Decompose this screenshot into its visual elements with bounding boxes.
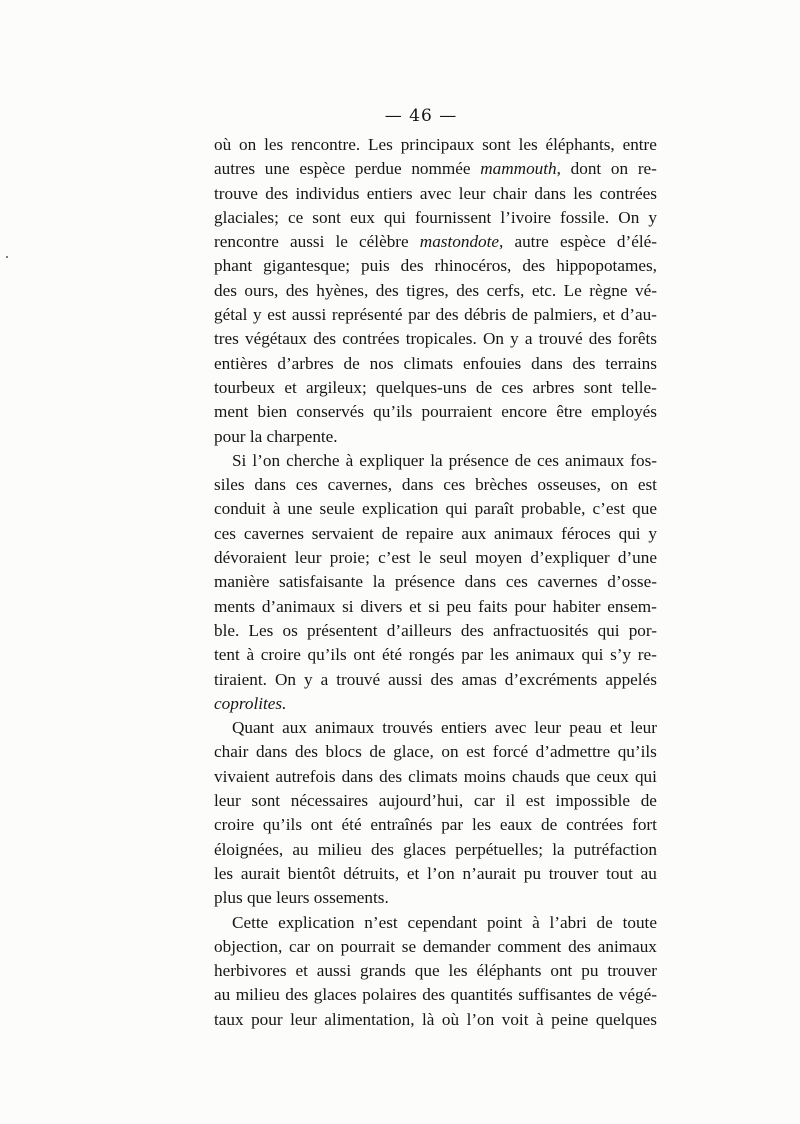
text-line: pour la charpente.	[214, 426, 338, 446]
paragraph	[214, 449, 657, 716]
text-line: les aurait bientôt détruits, et l’on n’aurait pu trouver tout au	[214, 863, 657, 883]
text-line: ble. Les os présentent d’ailleurs des anfractuosités qui por-	[214, 620, 657, 640]
page-number: — 46 —	[384, 106, 458, 126]
text-line: ment bien conservés qu’ils pourraient encore être employés	[214, 402, 657, 422]
text-line: des ours, des hyènes, des tigres, des cerfs, etc. Le règne vé-	[214, 280, 657, 300]
text-line: autres une espèce perdue nommée mammouth, dont on re-	[214, 159, 657, 179]
paragraph	[214, 911, 657, 1032]
text-line: Cette explication n’est cependant point à l’abri de toute	[232, 912, 657, 932]
text-line: objection, car on pourrait se demander comment des animaux	[214, 936, 657, 956]
text-line: rencontre aussi le célèbre mastondote, autre espèce d’élé-	[214, 232, 657, 252]
text-line: tres végétaux des contrées tropicales. On y a trouvé des forêts	[214, 329, 657, 349]
text-line: conduit à une seule explication qui paraît probable, c’est que	[214, 499, 657, 519]
text-line: vivaient autrefois dans des climats moins chauds que ceux qui	[214, 766, 657, 786]
text-line: siles dans ces cavernes, dans ces brèches osseuses, on est	[214, 475, 657, 495]
text-line: taux pour leur alimentation, là où l’on voit à peine quelques	[214, 1009, 657, 1029]
stray-ink-mark	[6, 256, 8, 258]
body-text	[214, 133, 657, 1032]
text-line: phant gigantesque; puis des rhinocéros, des hippopotames,	[214, 256, 657, 276]
text-line: croire qu’ils ont été entraînés par les eaux de contrées fort	[214, 815, 657, 835]
text-line: ments d’animaux si divers et si peu faits pour habiter ensem-	[214, 596, 657, 616]
text-line: tiraient. On y a trouvé aussi des amas d’excréments appelés	[214, 669, 657, 689]
text-line: trouve des individus entiers avec leur chair dans les contrées	[214, 183, 657, 203]
text-line: Si l’on cherche à expliquer la présence de ces animaux fos-	[232, 450, 657, 470]
text-line: Quant aux animaux trouvés entiers avec leur peau et leur	[232, 718, 657, 738]
text-line: au milieu des glaces polaires des quantités suffisantes de végé-	[214, 985, 657, 1005]
paragraph	[214, 716, 657, 910]
text-line: leur sont nécessaires aujourd’hui, car il est impossible de	[214, 791, 657, 811]
text-line: manière satisfaisante la présence dans ces cavernes d’osse-	[214, 572, 657, 592]
text-line: ces cavernes servaient de repaire aux animaux féroces qui y	[214, 523, 657, 543]
text-line: entières d’arbres de nos climats enfouies dans des terrains	[214, 353, 657, 373]
text-line: plus que leurs ossements.	[214, 888, 389, 908]
text-line: glaciales; ce sont eux qui fournissent l’ivoire fossile. On y	[214, 207, 657, 227]
text-line: où on les rencontre. Les principaux sont les éléphants, entre	[214, 135, 657, 154]
text-line: herbivores et aussi grands que les éléphants ont pu trouver	[214, 961, 657, 981]
text-line: chair dans des blocs de glace, on est forcé d’admettre qu’ils	[214, 742, 657, 762]
paragraph	[214, 133, 657, 449]
text-line: dévoraient leur proie; c’est le seul moyen d’expliquer d’une	[214, 548, 657, 568]
text-line: tent à croire qu’ils ont été rongés par les animaux qui s’y re-	[214, 645, 657, 665]
text-line: gétal y est aussi représenté par des débris de palmiers, et d’au-	[214, 305, 657, 325]
text-line: coprolites.	[214, 693, 287, 713]
text-line: éloignées, au milieu des glaces perpétuelles; la putréfaction	[214, 839, 657, 859]
text-line: tourbeux et argileux; quelques-uns de ces arbres sont telle-	[214, 377, 657, 397]
